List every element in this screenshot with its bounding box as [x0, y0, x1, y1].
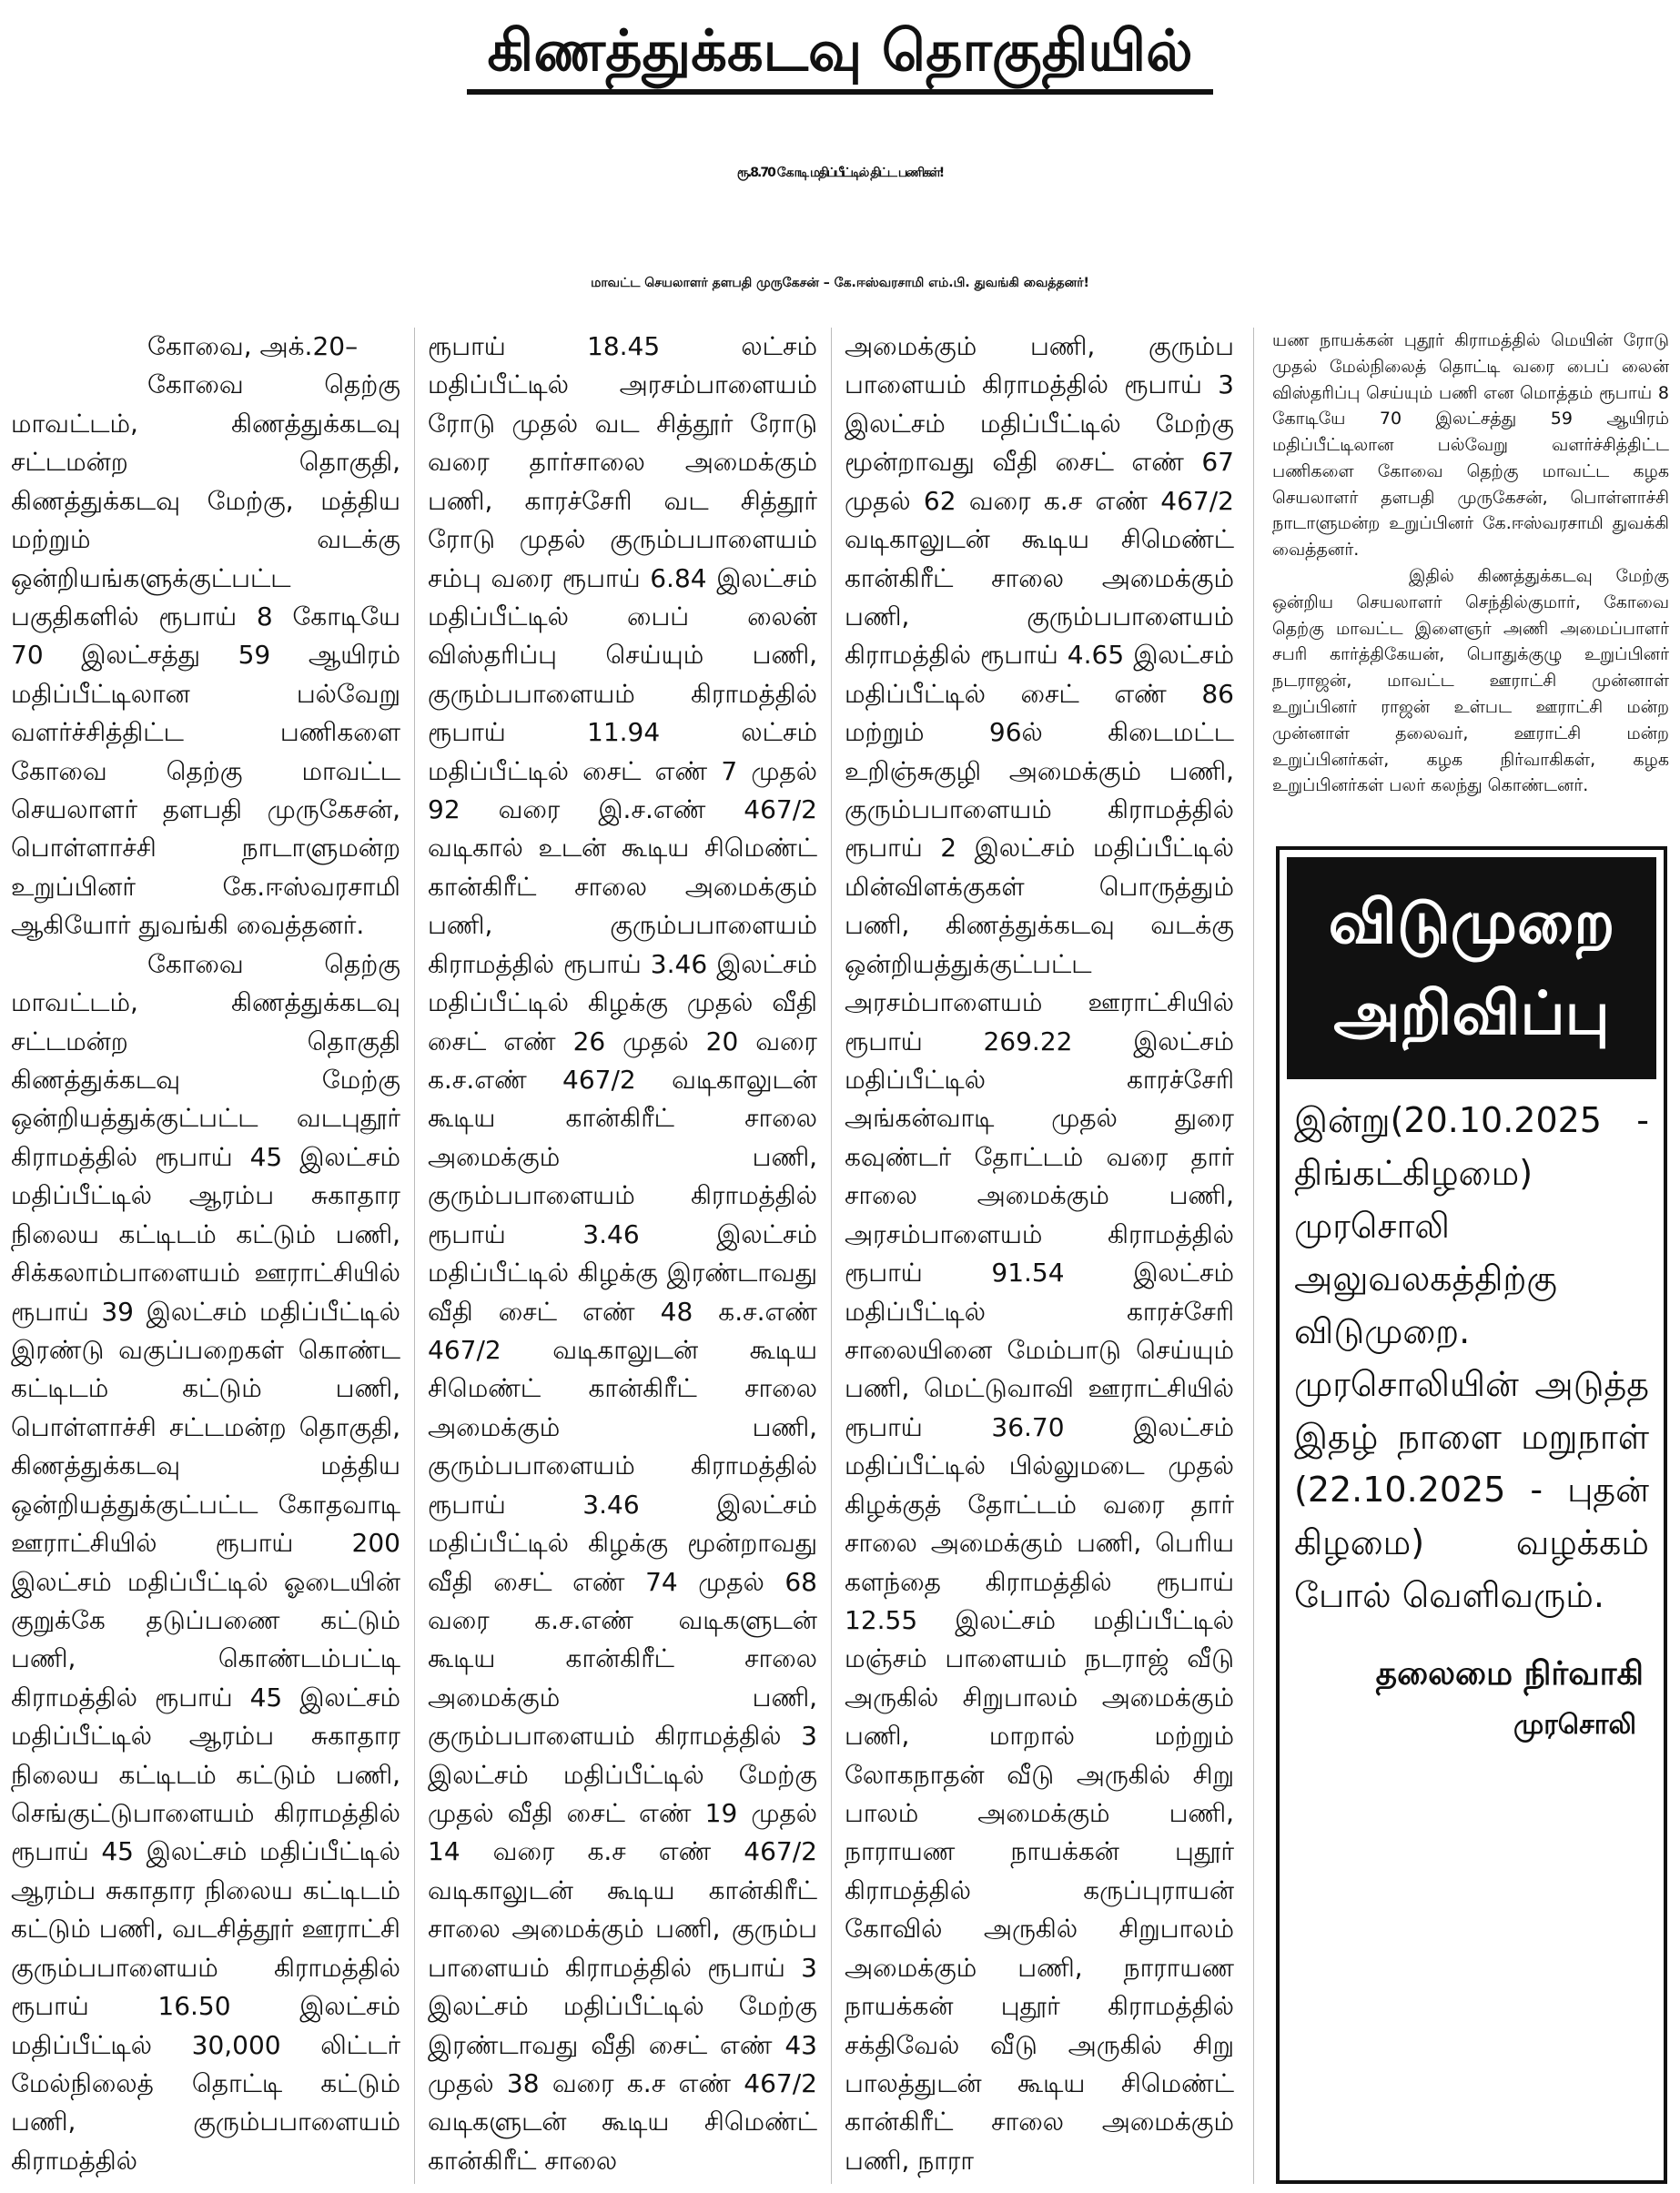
article-column-3: [845, 328, 1234, 2184]
notice-paper-name: முரசொலி: [1513, 1709, 1636, 1741]
column-divider: [414, 328, 415, 2184]
dateline: கோவை, அக்.20–: [147, 331, 359, 361]
notice-title-line-1: விடுமுறை: [1328, 887, 1615, 957]
kicker-wrap: [0, 13, 1680, 95]
article-column-1: [11, 328, 400, 2184]
notice-title-line-2: அறிவிப்பு: [1333, 978, 1610, 1048]
kicker-heading: கிணத்துக்கடவு தொகுதியில்: [467, 13, 1212, 95]
column-divider: [831, 328, 832, 2184]
article-paragraph: யண நாயக்கன் புதூர் கிராமத்தில் மெயின் ரோடு முதல் மேல்நிலைத் தொட்டி வரை பைப் லைன் விஸ்தரிப்பு செய்யும் பணி என மொத்தம் ரூபாய் 8 கோடியே 70 இலட்சத்து 59 ஆயிரம் மதிப்பீட்டிலான பல்வேறு வளர்ச்சித்திட்ட பணிகளை கோவை தெற்கு மாவட்ட கழக செயலாளர் தளபதி முருகேசன், பொள்ளாச்சி நாடாளுமன்ற உறுப்பினர் கே.ஈஸ்வரசாமி துவக்கி வைத்தனர்.: [1272, 330, 1669, 561]
main-headline: ரூ.8.70 கோடி மதிப்பீட்டில் திட்ட பணிகள்!: [736, 166, 944, 180]
article-paragraph: கோவை தெற்கு மாவட்டம், கிணத்துக்கடவு சட்டமன்ற தொகுதி கிணத்துக்கடவு மேற்கு ஒன்றியத்துக்குட்பட்ட வடபுதூர் கிராமத்தில் ரூபாய் 45 இலட்சம் மதிப்பீட்டில் ஆரம்ப சுகாதார நிலைய கட்டிடம் கட்டும் பணி, சிக்கலாம்பாளையம் ஊராட்சியில் ரூபாய் 39 இலட்சம் மதிப்பீட்டில் இரண்டு வகுப்பறைகள் கொண்ட கட்டிடம் கட்டும் பணி, பொள்ளாச்சி சட்டமன்ற தொகுதி, கிணத்துக்கடவு மத்திய ஒன்றியத்துக்குட்பட்ட கோதவாடி ஊராட்சியில் ரூபாய் 200 இலட்சம் மதிப்பீட்டில் ஓடையின் குறுக்கே தடுப்பணை கட்டும் பணி, கொண்டம்பட்டி கிராமத்தில் ரூபாய் 45 இலட்சம் மதிப்பீட்டில் ஆரம்ப சுகாதார நிலைய கட்டிடம் கட்டும் பணி, செங்குட்டுபாளையம் கிராமத்தில் ரூபாய் 45 இலட்சம் மதிப்பீட்டில் ஆரம்ப சுகாதார நிலைய கட்டிடம் கட்டும் பணி, வடசித்தூர் ஊராட்சி குரும்பபாளையம் கிராமத்தில் ரூபாய் 16.50 இலட்சம் மதிப்பீட்டில் 30,000 லிட்டர் மேல்நிலைத் தொட்டி கட்டும் பணி, குரும்பபாளையம் கிராமத்தில்: [11, 948, 400, 2176]
article-column-4: [1272, 328, 1669, 801]
article-column-2: [428, 328, 817, 2184]
article-paragraph: இதில் கிணத்துக்கடவு மேற்கு ஒன்றிய செயலாளர் செந்தில்குமார், கோவை தெற்கு மாவட்ட இளைஞர் அணி அமைப்பாளர் சபரி கார்த்திகேயன், பொதுக்குழு உறுப்பினர் நடராஜன், மாவட்ட ஊராட்சி முன்னாள் உறுப்பினர் ராஜன் உள்பட ஊராட்சி மன்ற முன்னாள் தலைவர், ஊராட்சி மன்ற உறுப்பினர்கள், கழக நிர்வாகிகள், கழக உறுப்பினர்கள் பலர் கலந்து கொண்டனர்.: [1272, 566, 1669, 796]
article-paragraph: கோவை தெற்கு மாவட்டம், கிணத்துக்கடவு சட்டமன்ற தொகுதி, கிணத்துக்கடவு மேற்கு, மத்திய மற்றும் வடக்கு ஒன்றியங்களுக்குட்பட்ட பகுதிகளில் ரூபாய் 8 கோடியே 70 இலட்சத்து 59 ஆயிரம் மதிப்பீட்டிலான பல்வேறு வளர்ச்சித்திட்ட பணிகளை கோவை தெற்கு மாவட்ட செயலாளர் தளபதி முருகேசன், பொள்ளாச்சி நாடாளுமன்ற உறுப்பினர் கே.ஈஸ்வரசாமி ஆகியோர் துவங்கி வைத்தனர்.: [11, 369, 400, 941]
sub-headline: மாவட்ட செயலாளர் தளபதி முருகேசன் – கே.ஈஸ்வரசாமி எம்.பி. துவங்கி வைத்தனர்!: [591, 276, 1089, 290]
column-divider: [1253, 328, 1254, 2184]
notice-signature: தலைமை நிர்வாகி: [1375, 1655, 1644, 1693]
article-paragraph: அமைக்கும் பணி, குரும்ப பாளையம் கிராமத்தில் ரூபாய் 3 இலட்சம் மதிப்பீட்டில் மேற்கு மூன்றாவது வீதி சைட் எண் 67 முதல் 62 வரை க.ச எண் 467/2 வடிகாலுடன் கூடிய சிமெண்ட் கான்கிரீட் சாலை அமைக்கும் பணி, குரும்பபாளையம் கிராமத்தில் ரூபாய் 4.65 இலட்சம் மதிப்பீட்டில் சைட் எண் 86 மற்றும் 96ல் கிடைமட்ட உறிஞ்சுகுழி அமைக்கும் பணி, குரும்பபாளையம் கிராமத்தில் ரூபாய் 2 இலட்சம் மதிப்பீட்டில் மின்விளக்குகள் பொருத்தும் பணி, கிணத்துக்கடவு வடக்கு ஒன்றியத்துக்குட்பட்ட அரசம்பாளையம் ஊராட்சியில் ரூபாய் 269.22 இலட்சம் மதிப்பீட்டில் காரச்சேரி அங்கன்வாடி முதல் துரை கவுண்டர் தோட்டம் வரை தார் சாலை அமைக்கும் பணி, அரசம்பாளையம் கிராமத்தில் ரூபாய் 91.54 இலட்சம் மதிப்பீட்டில் காரச்சேரி சாலையினை மேம்பாடு செய்யும் பணி, மெட்டுவாவி ஊராட்சியில் ரூபாய் 36.70 இலட்சம் மதிப்பீட்டில் பில்லுமடை முதல் கிழக்குத் தோட்டம் வரை தார் சாலை அமைக்கும் பணி, பெரிய களந்தை கிராமத்தில் ரூபாய் 12.55 இலட்சம் மதிப்பீட்டில் மஞ்சம் பாளையம் நடராஜ் வீடு அருகில் சிறுபாலம் அமைக்கும் பணி, மாறால் மற்றும் லோகநாதன் வீடு அருகில் சிறு பாலம் அமைக்கும் பணி, நாராயண நாயக்கன் புதூர் கிராமத்தில் கருப்புராயன் கோவில் அருகில் சிறுபாலம் அமைக்கும் பணி, நாராயண நாயக்கன் புதூர் கிராமத்தில் சக்திவேல் வீடு அருகில் சிறு பாலத்துடன் கூடிய சிமெண்ட் கான்கிரீட் சாலை அமைக்கும் பணி, நாரா: [845, 331, 1234, 2176]
holiday-notice-box: [1276, 846, 1667, 2184]
notice-title: [1287, 857, 1656, 1079]
notice-body: இன்று(20.10.2025 - திங்கட்கிழமை) முரசொலி அலுவலகத்திற்கு விடுமுறை. முரசொலியின் அடுத்த இதழ் நாளை மறுநாள் (22.10.2025 - புதன் கிழமை) வழக்கம் போல் வெளிவரும்.: [1294, 1100, 1649, 1615]
article-paragraph: ரூபாய் 18.45 லட்சம் மதிப்பீட்டில் அரசம்பாளையம் ரோடு முதல் வட சித்தூர் ரோடு வரை தார்சாலை அமைக்கும் பணி, காரச்சேரி வட சித்தூர் ரோடு முதல் குரும்பபாளையம் சம்பு வரை ரூபாய் 6.84 இலட்சம் மதிப்பீட்டில் பைப் லைன் விஸ்தரிப்பு செய்யும் பணி, குரும்பபாளையம் கிராமத்தில் ரூபாய் 11.94 லட்சம் மதிப்பீட்டில் சைட் எண் 7 முதல் 92 வரை இ.ச.எண் 467/2 வடிகால் உடன் கூடிய சிமெண்ட் கான்கிரீட் சாலை அமைக்கும் பணி, குரும்பபாளையம் கிராமத்தில் ரூபாய் 3.46 இலட்சம் மதிப்பீட்டில் கிழக்கு முதல் வீதி சைட் எண் 26 முதல் 20 வரை க.ச.எண் 467/2 வடிகாலுடன் கூடிய கான்கிரீட் சாலை அமைக்கும் பணி, குரும்பபாளையம் கிராமத்தில் ரூபாய் 3.46 இலட்சம் மதிப்பீட்டில் கிழக்கு இரண்டாவது வீதி சைட் எண் 48 க.ச.எண் 467/2 வடிகாலுடன் கூடிய சிமெண்ட் கான்கிரீட் சாலை அமைக்கும் பணி, குரும்பபாளையம் கிராமத்தில் ரூபாய் 3.46 இலட்சம் மதிப்பீட்டில் கிழக்கு மூன்றாவது வீதி சைட் எண் 74 முதல் 68 வரை க.ச.எண் வடிகளுடன் கூடிய கான்கிரீட் சாலை அமைக்கும் பணி, குரும்பபாளையம் கிராமத்தில் 3 இலட்சம் மதிப்பீட்டில் மேற்கு முதல் வீதி சைட் எண் 19 முதல் 14 வரை க.ச எண் 467/2 வடிகாலுடன் கூடிய கான்கிரீட் சாலை அமைக்கும் பணி, குரும்ப பாளையம் கிராமத்தில் ரூபாய் 3 இலட்சம் மதிப்பீட்டில் மேற்கு இரண்டாவது வீதி சைட் எண் 43 முதல் 38 வரை க.ச எண் 467/2 வடிகளுடன் கூடிய சிமெண்ட் கான்கிரீட் சாலை: [428, 331, 817, 2176]
